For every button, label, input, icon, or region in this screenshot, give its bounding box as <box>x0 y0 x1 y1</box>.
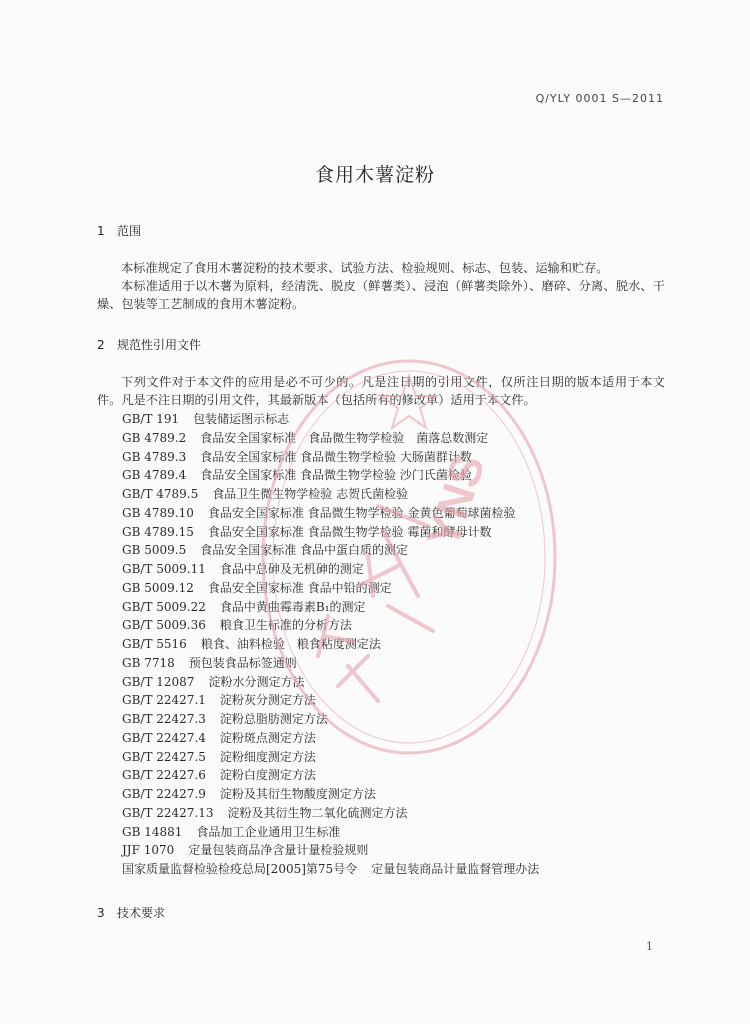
reference-code: GB/T 4789.5 <box>122 487 199 501</box>
reference-code: GB 4789.15 <box>122 524 194 539</box>
section-title: 技术要求 <box>117 906 166 920</box>
reference-item <box>122 654 539 673</box>
section-number: 3 <box>97 906 105 920</box>
section-heading-technical-requirements <box>97 904 165 921</box>
reference-code: GB 14881 <box>122 824 183 839</box>
reference-title: 淀粉总脂肪测定方法 <box>219 712 328 726</box>
seal-text: YNS <box>416 448 495 555</box>
reference-code: GB 5009.5 <box>122 543 187 558</box>
scope-paragraph-2: 本标准适用于以木薯为原料，经清洗、脱皮（鲜薯类）、浸泡（鲜薯类除外）、磨碎、分离、脱水、干燥、包装等工艺制成的食用木薯淀粉。 <box>97 279 665 311</box>
reference-code: GB/T 5516 <box>122 637 187 651</box>
reference-title: 淀粉白度测定方法 <box>219 768 316 783</box>
reference-title: 淀粉斑点测定方法 <box>219 730 316 745</box>
reference-code: GB/T 191 <box>122 412 180 426</box>
reference-item <box>122 485 539 504</box>
reference-title: 食品安全国家标准 食品微生物学检验 沙门氏菌检验 <box>200 468 472 483</box>
reference-item <box>122 504 539 523</box>
reference-item <box>122 710 539 729</box>
reference-title: 食品安全国家标准 食品中铅的测定 <box>207 580 392 595</box>
reference-title: 淀粉灰分测定方法 <box>219 693 316 708</box>
reference-code: GB/T 5009.11 <box>122 562 206 576</box>
section-title: 范围 <box>117 224 142 238</box>
reference-title: 食品安全国家标准 食品微生物学检验 大肠菌群计数 <box>200 449 472 464</box>
reference-code: GB 4789.3 <box>122 449 187 464</box>
document-title: 食用木薯淀粉 <box>314 164 435 186</box>
reference-item <box>122 598 539 617</box>
reference-item <box>122 691 539 710</box>
references-intro-paragraph: 下列文件对于本文件的应用是必不可少的。凡是注日期的引用文件，仅所注日期的版本适用于本文件。凡是不注日期的引用文件，其最新版本（包括所有的修改单）适用于本文件。 <box>97 375 665 407</box>
reference-code: GB/T 22427.1 <box>122 693 206 708</box>
reference-title: 食品中总砷及无机砷的测定 <box>219 562 364 576</box>
reference-title: 淀粉及其衍生物酸度测定方法 <box>219 787 376 801</box>
reference-code: GB/T 12087 <box>122 674 195 689</box>
reference-code: GB 4789.4 <box>122 468 187 483</box>
section-title: 规范性引用文件 <box>117 338 202 352</box>
reference-title: 粮食、油料检验 粮食粘度测定法 <box>200 637 381 651</box>
reference-code: GB/T 22427.3 <box>122 712 206 726</box>
reference-title: 定量包装商品净含量计量检验规则 <box>188 843 369 858</box>
reference-title: 淀粉及其衍生物二氧化硫测定方法 <box>227 805 408 820</box>
reference-title: 淀粉细度测定方法 <box>219 749 316 764</box>
reference-item <box>122 729 539 748</box>
reference-title: 食品卫生微生物学检验 志贺氏菌检验 <box>212 487 409 501</box>
reference-code: GB 4789.10 <box>122 505 194 520</box>
reference-code: GB 5009.12 <box>122 580 194 595</box>
reference-item <box>122 560 539 579</box>
reference-title: 食品安全国家标准 食品中蛋白质的测定 <box>200 543 409 558</box>
reference-title: 食品安全国家标准 食品微生物学检验 霉菌和酵母计数 <box>207 524 492 539</box>
reference-item <box>122 523 539 542</box>
reference-title: 定量包装商品计量监督管理办法 <box>371 862 540 876</box>
reference-item <box>122 785 539 804</box>
page-number: 1 <box>646 940 653 953</box>
reference-title: 预包装食品标签通则 <box>188 655 297 670</box>
reference-code: GB/T 22427.13 <box>122 805 214 820</box>
reference-code: GB/T 22427.6 <box>122 768 206 783</box>
reference-item <box>122 448 539 467</box>
reference-item <box>122 860 539 879</box>
reference-title: 食品安全国家标准 食品微生物学检验 菌落总数测定 <box>200 430 489 445</box>
reference-item <box>122 804 539 823</box>
reference-item <box>122 429 539 448</box>
reference-title: 包装储运图示标志 <box>193 412 290 426</box>
reference-item <box>122 579 539 598</box>
reference-item <box>122 466 539 485</box>
reference-code: JJF 1070 <box>122 843 175 858</box>
reference-code: GB/T 22427.9 <box>122 787 206 801</box>
section-heading-normative-references <box>97 336 201 353</box>
scope-paragraph-1: 本标准规定了食用木薯淀粉的技术要求、试验方法、检验规则、标志、包装、运输和贮存。 <box>121 261 609 275</box>
section-number: 2 <box>97 338 105 352</box>
section-number: 1 <box>97 224 105 238</box>
reference-code: GB/T 22427.4 <box>122 730 206 745</box>
reference-code: GB 7718 <box>122 655 175 670</box>
reference-item <box>122 673 539 692</box>
reference-title: 食品加工企业通用卫生标准 <box>196 824 341 839</box>
reference-code: GB 4789.2 <box>122 430 187 445</box>
reference-item <box>122 410 539 429</box>
reference-item <box>122 823 539 842</box>
reference-list <box>122 410 539 879</box>
reference-item <box>122 841 539 860</box>
reference-item <box>122 541 539 560</box>
reference-title: 食品安全国家标准 食品微生物学检验 金黄色葡萄球菌检验 <box>207 505 516 520</box>
reference-title: 食品中黄曲霉毒素B₁的测定 <box>219 599 366 614</box>
reference-code: 国家质量监督检验检疫总局[2005]第75号令 <box>122 862 358 876</box>
reference-code: GB/T 5009.36 <box>122 618 206 633</box>
reference-item <box>122 635 539 654</box>
reference-item <box>122 616 539 635</box>
reference-code: GB/T 5009.22 <box>122 599 206 614</box>
reference-item <box>122 748 539 767</box>
standard-code: Q/YLY 0001 S—2011 <box>535 92 664 105</box>
section-heading-scope <box>97 222 141 239</box>
reference-title: 粮食卫生标准的分析方法 <box>219 618 352 633</box>
reference-item <box>122 766 539 785</box>
reference-code: GB/T 22427.5 <box>122 749 206 764</box>
reference-title: 淀粉水分测定方法 <box>208 674 305 689</box>
